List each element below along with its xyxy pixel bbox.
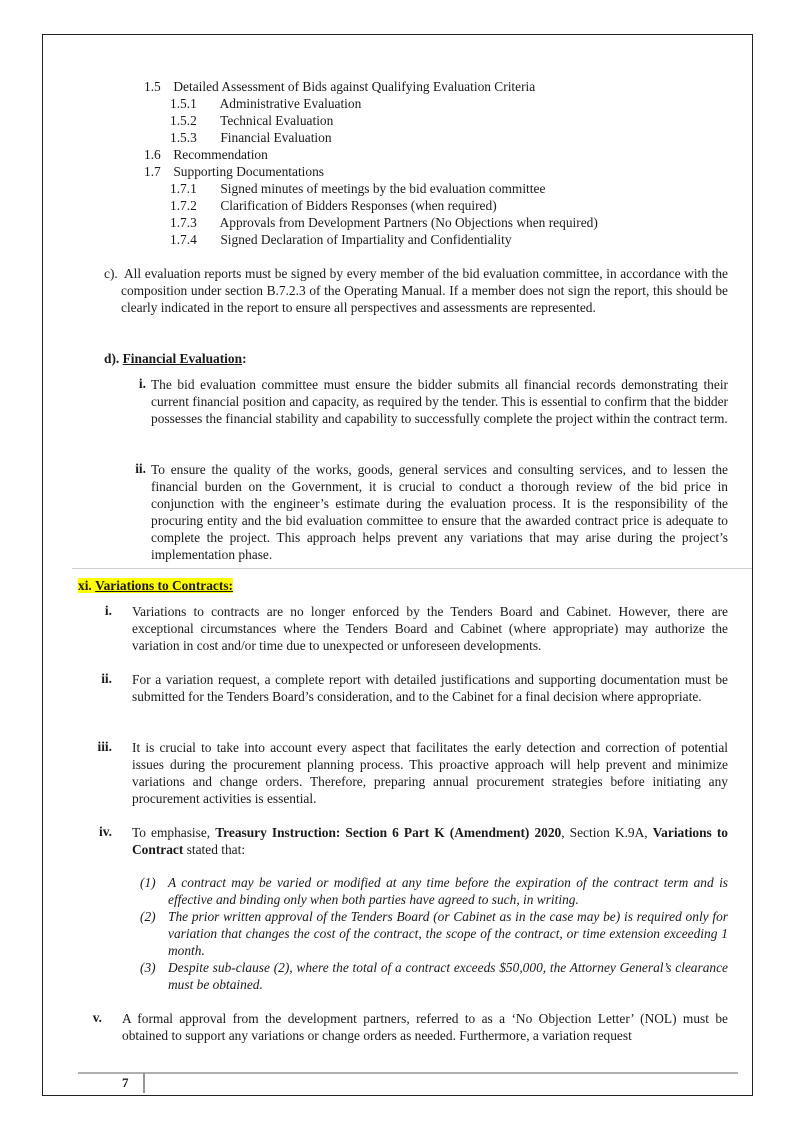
para-d-item-text: To ensure the quality of the works, goods, general services and consulting services, and to lessen the financial burden on the Government, it is crucial to conduct a thorough review of the bid price in conjunction with the engineer’s estimate during the evaluation process. It is the responsibility of the procuring entity and the bid evaluation committee to ensure that the awarded contract price is adequate to complete the project. This approach helps prevent any variations that may arise during the project’s implementation phase. [151,462,728,562]
outline-item: 1.7.2 Clarification of Bidders Responses (when required) [170,198,497,213]
page-number: 7 [122,1075,129,1090]
section-divider [72,568,752,569]
section-xi-item-num: i. [104,603,112,618]
section-xi-item-num: iii. [97,739,112,754]
clause-num: (3) [140,960,156,975]
clause-text: A contract may be varied or modified at any time before the expiration of the contract term and is effective and binding only when both parties have agreed to such, in writing. [168,875,728,907]
outline-item: 1.7.1 Signed minutes of meetings by the bid evaluation committee [170,181,546,196]
outline-item: 1.7 Supporting Documentations [144,164,324,179]
para-c-text: All evaluation reports must be signed by every member of the bid evaluation committee, in accordance with the composition under section B.7.2.3 of the Operating Manual. If a member does not sign the report, this should be clearly indicated in the report to ensure all perspectives and assessments are represented. [121,266,728,315]
section-xi-item-num: iv. [98,824,112,839]
section-xi-item-text: A formal approval from the development partners, referred to as a ‘No Objection Letter’ (NOL) must be obtained to support any variations or change orders as needed. Furthermore, a variation request [122,1011,728,1043]
clause-num: (1) [140,875,156,890]
clause-num: (2) [140,909,156,924]
outline-item: 1.7.3 Approvals from Development Partners (No Objections when required) [170,215,598,230]
outline-item: 1.7.4 Signed Declaration of Impartiality and Confidentiality [170,232,512,247]
section-xi-item-text: Variations to contracts are no longer enforced by the Tenders Board and Cabinet. However, there are exceptional circumstances where the Tenders Board and Cabinet (where appropriate) may authorize the variation in cost and/or time due to unexpected or unforeseen developments. [132,604,728,653]
outline-item: 1.5.1 Administrative Evaluation [170,96,362,111]
section-xi-heading: xi. Variations to Contracts: [78,578,233,593]
para-d-item-text: The bid evaluation committee must ensure the bidder submits all financial records demonstrating their current financial position and capacity, as required by the tender. This is essential to confirm that the bidder possesses the financial stability and capability to successfully complete the project within the contract term. [151,377,728,426]
section-xi-item-text: For a variation request, a complete report with detailed justifications and supporting documentation must be submitted for the Tenders Board’s consideration, and to the Cabinet for a final decision where appropriate. [132,672,728,704]
outline-item: 1.5 Detailed Assessment of Bids against Qualifying Evaluation Criteria [144,79,536,94]
para-d-item-num: ii. [135,461,146,476]
outline-item: 1.6 Recommendation [144,147,268,162]
section-xi-item-text: It is crucial to take into account every aspect that facilitates the early detection and correction of potential issues during the procurement planning process. This proactive approach will help prevent and minimize variations and change orders. Therefore, preparing annual procurement strategies before initiating any procurement activities is essential. [132,740,728,806]
clause-text: Despite sub-clause (2), where the total of a contract exceeds $50,000, the Attorney General’s clearance must be obtained. [168,960,728,992]
clause-text: The prior written approval of the Tenders Board (or Cabinet as in the case may be) is required only for variation that changes the cost of the contract, the scope of the contract, or time extension exceeding 1 month. [168,909,728,958]
outline-item: 1.5.2 Technical Evaluation [170,113,334,128]
para-d-heading: d). Financial Evaluation: [104,351,247,366]
footer-bar [143,1073,145,1093]
para-d-item-num: i. [138,376,146,391]
section-xi-item-num: v. [92,1010,102,1025]
outline-item: 1.5.3 Financial Evaluation [170,130,332,145]
footer-rule [78,1072,738,1074]
section-xi-item-iv-text: To emphasise, Treasury Instruction: Section 6 Part K (Amendment) 2020, Section K.9A, Variations to Contract stated that: [132,825,728,857]
para-c-label: c). [104,266,118,281]
section-xi-item-num: ii. [101,671,112,686]
